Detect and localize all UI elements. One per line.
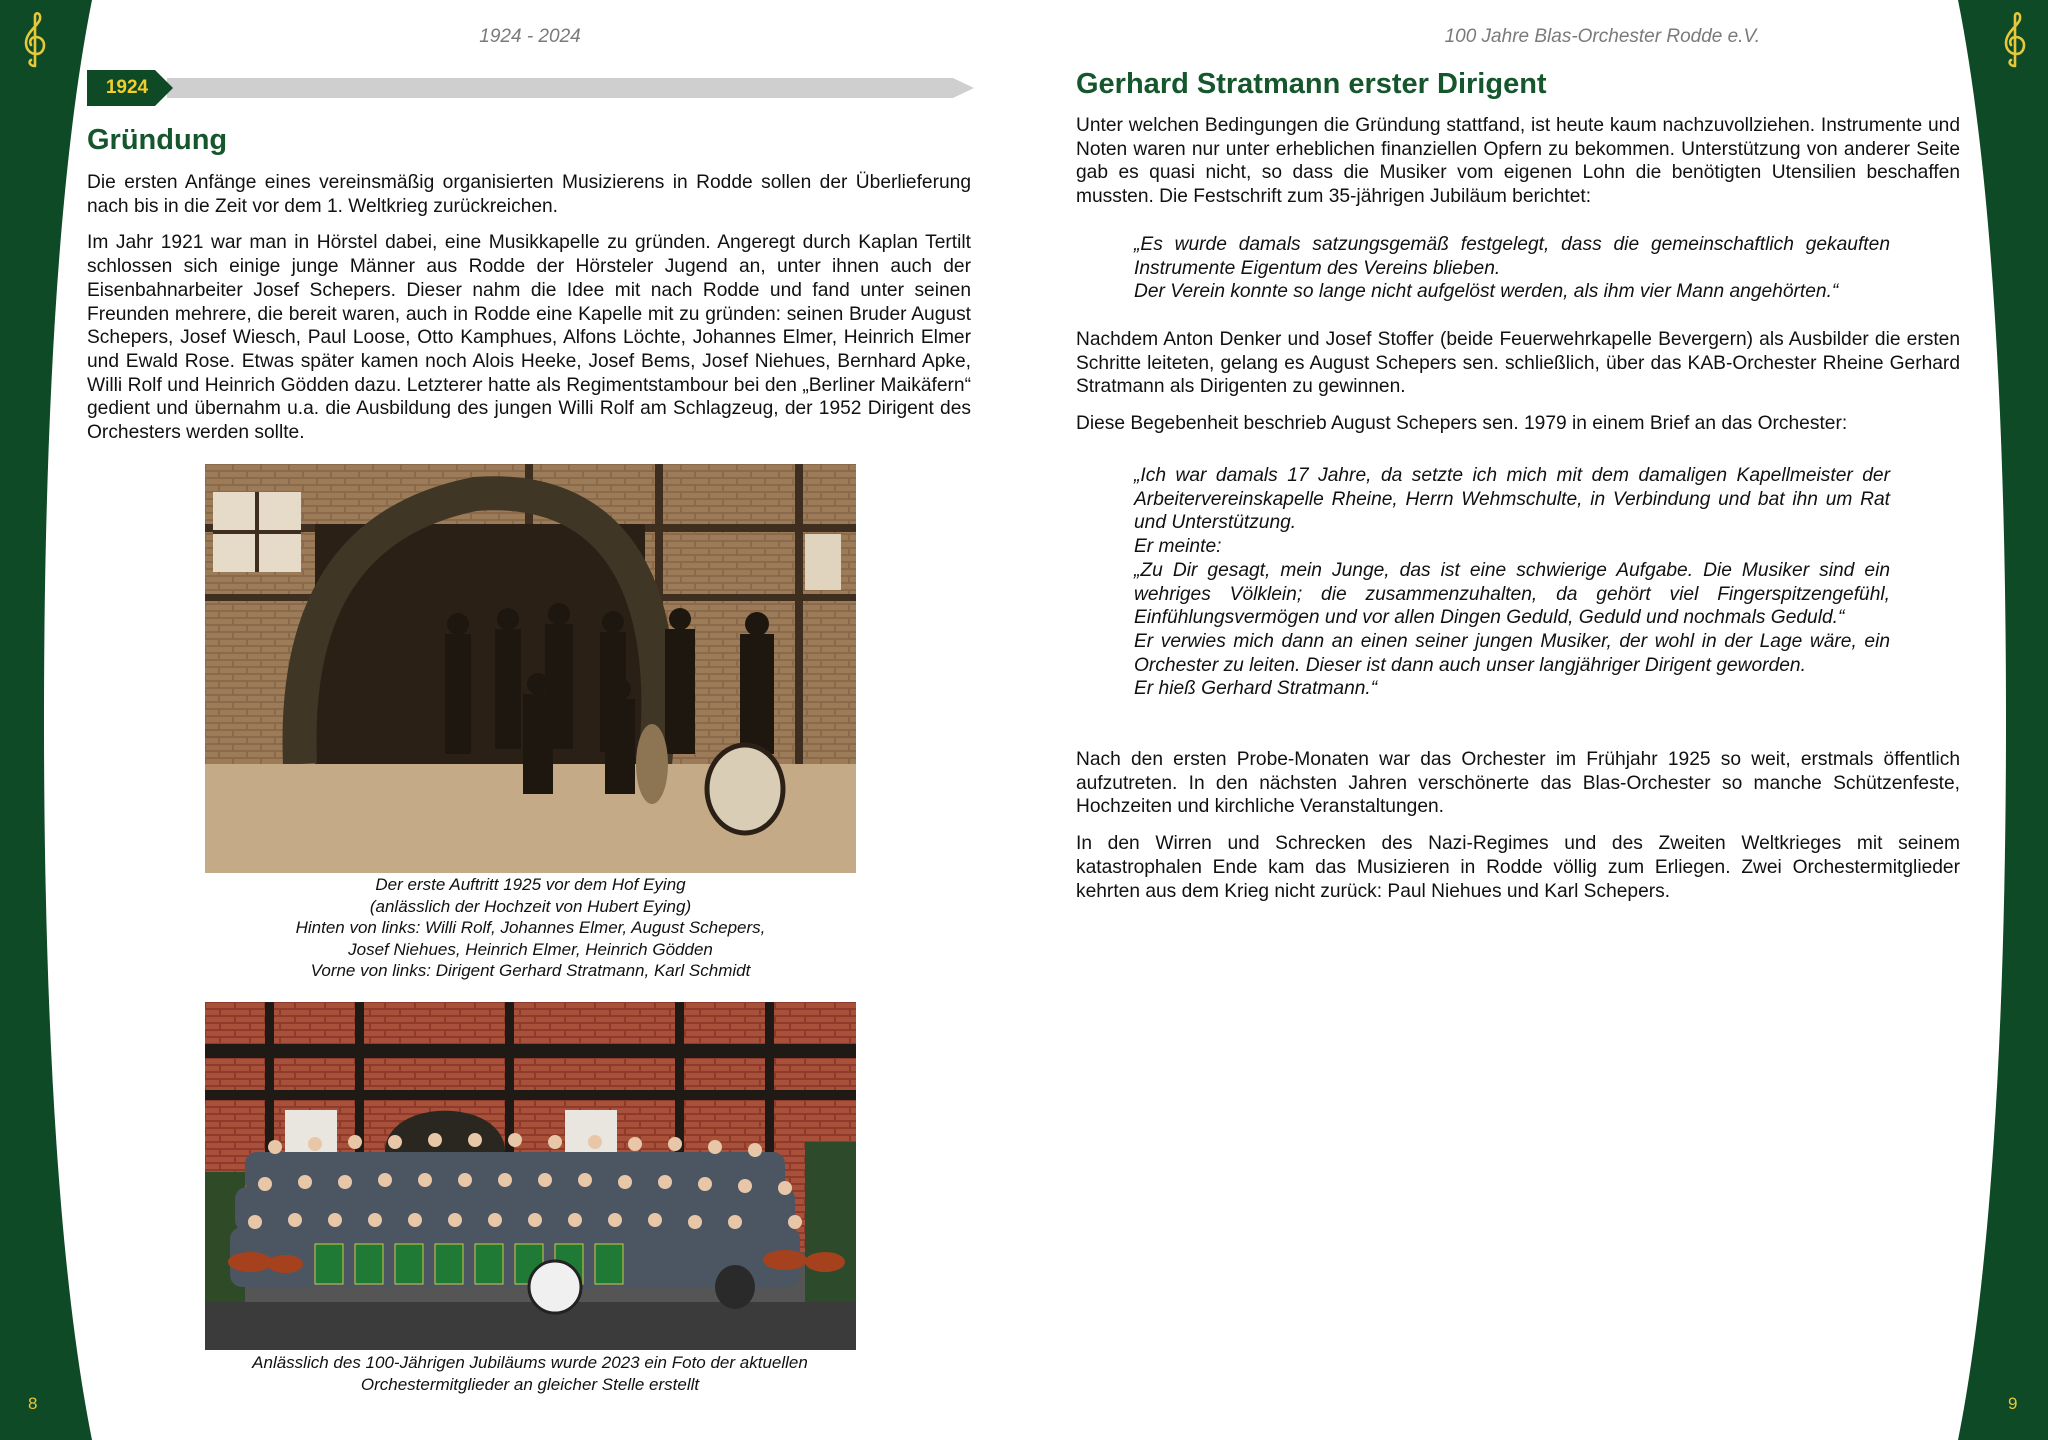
paragraph: Die ersten Anfänge eines vereinsmäßig organisierten Musizierens in Rodde sollen der Überlieferung nach bis in die Zeit vor dem 1. Weltkrieg zurückreichen. (87, 172, 971, 217)
quote-letter-1979 (1134, 464, 1890, 701)
right-para-2-3 (1076, 328, 1960, 449)
caption-line: Anlässlich des 100-Jährigen Jubiläums wurde 2023 ein Foto der aktuellen (252, 1353, 808, 1372)
caption-line: (anlässlich der Hochzeit von Hubert Eying) (369, 896, 692, 916)
paragraph: Diese Begebenheit beschrieb August Schepers sen. 1979 in einem Brief an das Orchester: (1076, 413, 1848, 435)
year-tab-label: 1924 (105, 77, 149, 98)
page-number-left: 8 (28, 1394, 38, 1413)
quote-line: Der Verein konnte so lange nicht aufgelöst werden, als ihm vier Mann angehörten.“ (1134, 281, 1839, 303)
orchestra-photo-2023 (205, 1002, 856, 1350)
treble-clef-icon (16, 10, 52, 70)
section-heading-gruendung: Gründung (87, 124, 228, 156)
right-para-1 (1076, 114, 1960, 222)
year-timeline-bar (87, 68, 974, 108)
historic-band-photo-1925 (205, 464, 856, 873)
treble-clef-icon (1996, 10, 2032, 70)
quote-line: „Ich war damals 17 Jahre, da setzte ich mich mit dem damaligen Kapellmeister der Arbeitervereinskapelle Rheine, Herrn Wehmschulte, in Verbindung und bat ihn um Rat und Unterstützung. (1134, 465, 1890, 534)
paragraph: In den Wirren und Schrecken des Nazi-Regimes und des Zweiten Weltkrieges mit seinem katastrophalen Ende kam das Musizieren in Rodde völlig zum Erliegen. Zwei Orchestermitglieder kehrten aus dem Krieg nicht zurück: Paul Niehues und Karl Schepers. (1076, 833, 1960, 902)
paragraph: Unter welchen Bedingungen die Gründung stattfand, ist heute kaum nachzuvollziehen. Instrumente und Noten waren nur unter erheblichen finanziellen Opfern zu bekommen. Unterstützung von anderer Seite gab es quasi nicht, so dass die Musiker vom eigenen Lohn die benötigten Utensilien beschaffen mussten. Die Festschrift zum 35-jährigen Jubiläum berichtet: (1076, 115, 1960, 208)
photo-2023-caption (190, 1352, 870, 1395)
quote-line: Er meinte: (1134, 536, 1222, 558)
quote-line: „Zu Dir gesagt, mein Junge, das ist eine schwierige Aufgabe. Die Musiker sind ein wehriges Völklein; die zusammenzuhalten, da gehört viel Fingerspitzengefühl, Einfühlungsvermögen und vor allen Dingen Geduld, Geduld und nochmals Geduld.“ (1134, 559, 1890, 629)
running-head-right: 100 Jahre Blas-Orchester Rodde e.V. (1444, 26, 1760, 47)
caption-line: Hinten von links: Willi Rolf, Johannes Elmer, August Schepers, (295, 918, 766, 937)
paragraph: Nach den ersten Probe-Monaten war das Orchester im Frühjahr 1925 so weit, erstmals öffentlich aufzutreten. In den nächsten Jahren verschönerte das Blas-Orchester so manche Schützenfeste, Hochzeiten und kirchliche Veranstaltungen. (1076, 749, 1960, 818)
caption-line: Vorne von links: Dirigent Gerhard Stratmann, Karl Schmidt (310, 961, 751, 980)
photo-1925-caption (205, 874, 856, 982)
caption-line: Orchestermitglieder an gleicher Stelle erstellt (360, 1374, 700, 1394)
paragraph: Nachdem Anton Denker und Josef Stoffer (beide Feuerwehrkapelle Bevergern) als Ausbilder die ersten Schritte leiteten, gelang es August Schepers sen. schließlich, über das KAB-Orchester Rheine Gerhard Stratmann als Dirigenten zu gewinnen. (1076, 329, 1960, 398)
running-head-left: 1924 - 2024 (479, 26, 581, 47)
quote-line: Er verwies mich dann an einen seiner jungen Musiker, der wohl in der Lage wäre, ein Orchester zu leiten. Dieser ist dann auch unser langjähriger Dirigent geworden. (1134, 630, 1890, 676)
quote-line: Er hieß Gerhard Stratmann.“ (1134, 678, 1378, 700)
caption-line: Der erste Auftritt 1925 vor dem Hof Eying (375, 875, 686, 894)
section-heading-dirigent: Gerhard Stratmann erster Dirigent (1076, 68, 1547, 100)
paragraph: Im Jahr 1921 war man in Hörstel dabei, eine Musikkapelle zu gründen. Angeregt durch Kaplan Tertilt schlossen sich einige junge Männer aus Rodde der Hörsteler Jugend an, unter ihnen auch der Eisenbahnarbeiter Josef Schepers. Dieser nahm die Idee mit nach Rodde und fand unter seinen Freunden mehrere, die bereit waren, auch in Rodde eine Kapelle mit zu gründen: seinen Bruder August Schepers, Josef Wiesch, Paul Loose, Otto Kamphues, Alfons Löchte, Johannes Elmer, Heinrich Elmer und Ewald Rose. Etwas später kamen noch Alois Heeke, Josef Bems, Josef Niehues, Bernhard Apke, Willi Rolf und Heinrich Gödden dazu. Letzterer hatte als Regimentstambour bei den „Berliner Maikäfern“ gedient und übernahm u.a. die Ausbildung des jungen Willi Rolf am Schlagzeug, der 1952 Dirigent des Orchesters werden sollte. (87, 232, 971, 444)
quote-line: „Es wurde damals satzungsgemäß festgelegt, dass die gemeinschaftlich gekauften Instrumente Eigentum des Vereins blieben. (1134, 234, 1890, 279)
right-para-4-5 (1076, 748, 1960, 916)
left-body-text (87, 171, 971, 458)
caption-line: Josef Niehues, Heinrich Elmer, Heinrich Gödden (348, 939, 713, 959)
page-number-right: 9 (2008, 1394, 2018, 1413)
quote-festschrift (1134, 233, 1890, 304)
